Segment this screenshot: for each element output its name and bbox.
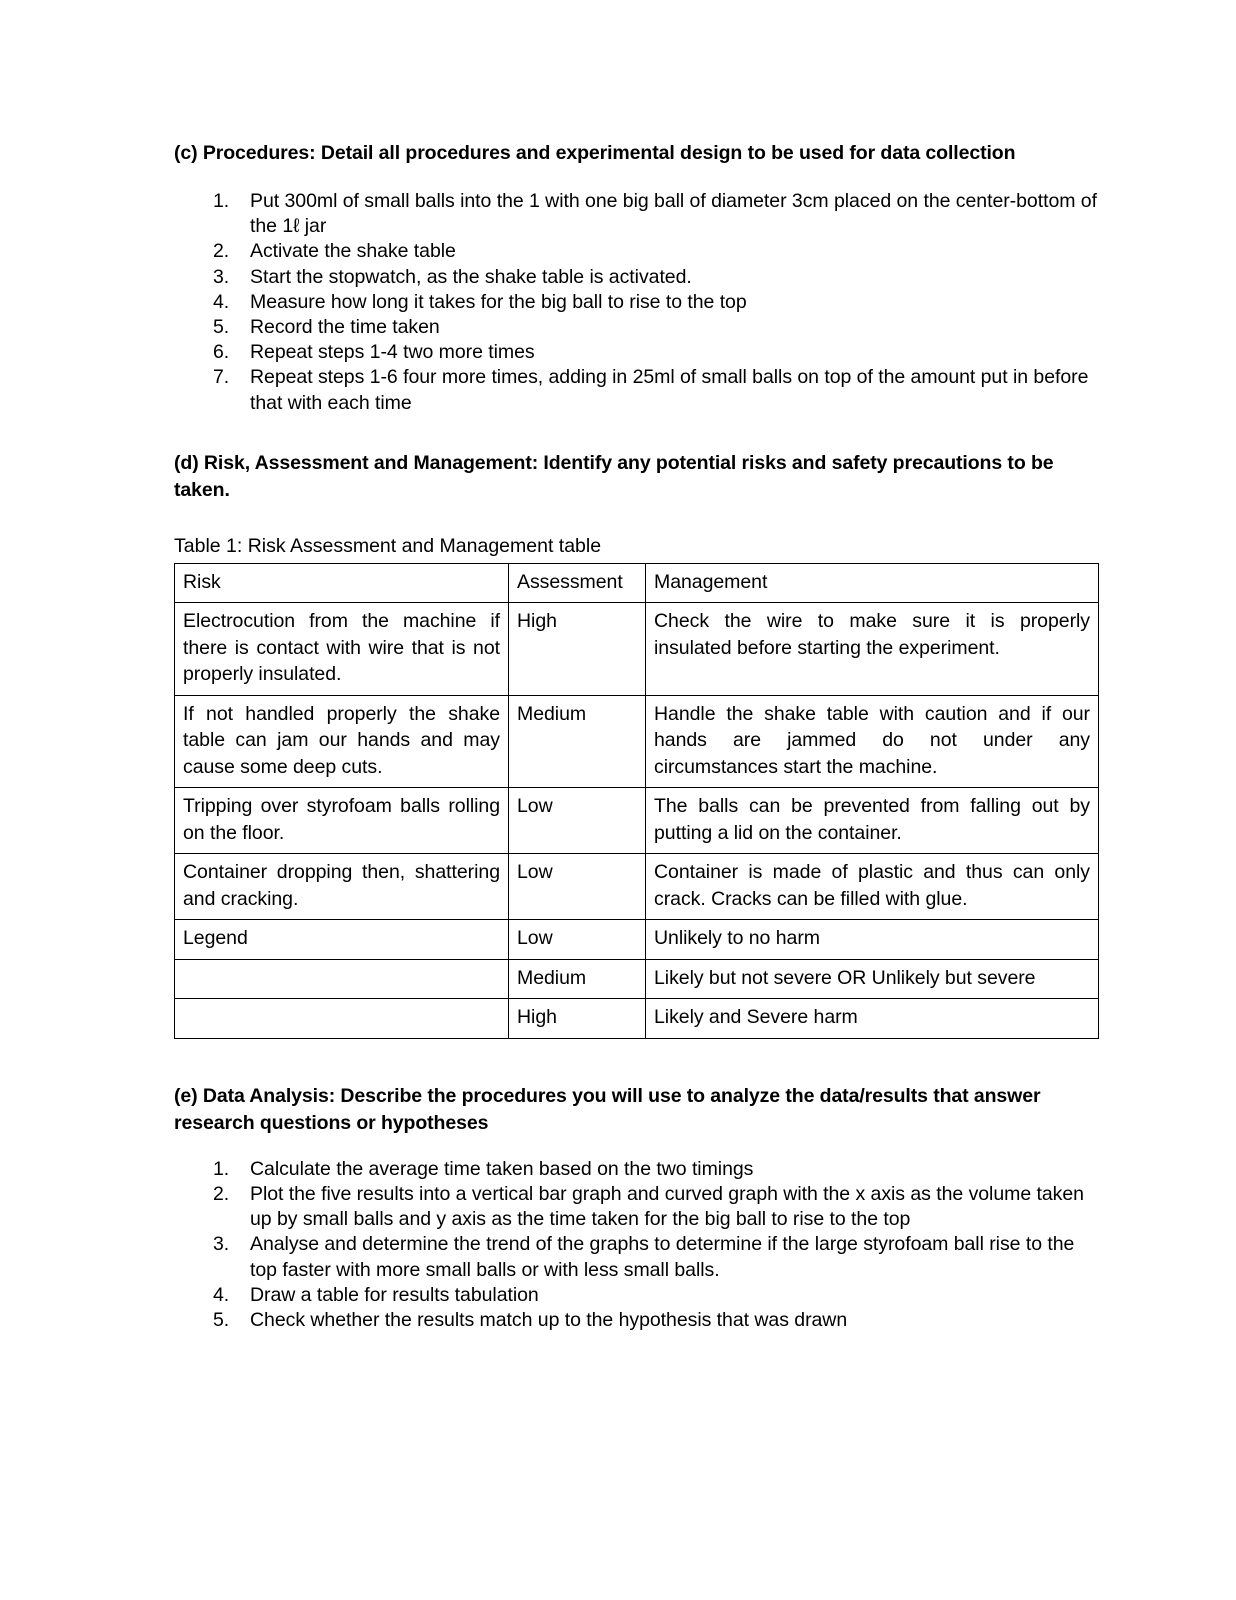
cell-assessment: High	[509, 603, 646, 696]
table-row	[175, 788, 1099, 854]
table-row	[175, 695, 1099, 788]
cell-risk: Tripping over styrofoam balls rolling on the floor.	[175, 788, 509, 854]
table-row-legend	[175, 999, 1099, 1039]
cell-management: Container is made of plastic and thus can only crack. Cracks can be filled with glue.	[646, 854, 1099, 920]
cell-management: The balls can be prevented from falling out by putting a lid on the container.	[646, 788, 1099, 854]
cell-legend-label: Legend	[175, 920, 509, 960]
list-item: Draw a table for results tabulation	[250, 1283, 539, 1306]
list-item: Plot the five results into a vertical bar graph and curved graph with the x axis as the volume taken up by small balls and y axis as the time taken for the big ball to rise to the top	[250, 1183, 1084, 1231]
cell-management: Likely but not severe OR Unlikely but severe	[646, 959, 1099, 999]
list-item: Start the stopwatch, as the shake table is activated.	[250, 265, 692, 288]
list-item: Record the time taken	[250, 316, 440, 339]
spacer	[174, 167, 1098, 189]
cell-risk: If not handled properly the shake table can jam our hands and may cause some deep cuts.	[175, 695, 509, 788]
risk-assessment-table	[174, 563, 1099, 1039]
section-data-analysis	[174, 1083, 1098, 1333]
cell-assessment: Low	[509, 920, 646, 960]
cell-assessment: Medium	[509, 959, 646, 999]
procedures-list	[174, 189, 1098, 416]
spacer	[174, 1039, 1098, 1083]
column-header-management: Management	[646, 563, 1099, 603]
column-header-risk: Risk	[175, 563, 509, 603]
cell-management: Unlikely to no harm	[646, 920, 1099, 960]
list-item: Measure how long it takes for the big ball to rise to the top	[250, 290, 747, 313]
spacer	[174, 1137, 1098, 1157]
cell-assessment: High	[509, 999, 646, 1039]
list-item: Calculate the average time taken based on the two timings	[250, 1157, 754, 1180]
cell-empty	[175, 999, 509, 1039]
table-row-legend	[175, 959, 1099, 999]
list-item: Check whether the results match up to the hypothesis that was drawn	[250, 1309, 848, 1332]
cell-management: Handle the shake table with caution and if our hands are jammed do not under any circumstances start the machine.	[646, 695, 1099, 788]
table-row-legend	[175, 920, 1099, 960]
section-risk-assessment	[174, 450, 1098, 1039]
cell-management: Likely and Severe harm	[646, 999, 1099, 1039]
table-row	[175, 603, 1099, 696]
list-item: Repeat steps 1-6 four more times, adding in 25ml of small balls on top of the amount put in before that with each time	[250, 366, 1089, 414]
column-header-assessment: Assessment	[509, 563, 646, 603]
cell-assessment: Low	[509, 788, 646, 854]
list-item: Repeat steps 1-4 two more times	[250, 341, 535, 364]
section-c-heading: (c) Procedures: Detail all procedures and experimental design to be used for data collection	[174, 142, 1016, 164]
section-e-heading: (e) Data Analysis: Describe the procedures you will use to analyze the data/results that answer research questions or hypotheses	[174, 1084, 1041, 1134]
list-item: Analyse and determine the trend of the graphs to determine if the large styrofoam ball rise to the top faster with more small balls or with less small balls.	[250, 1233, 1075, 1281]
data-analysis-list	[174, 1157, 1098, 1333]
cell-assessment: Low	[509, 854, 646, 920]
cell-assessment: Medium	[509, 695, 646, 788]
cell-empty	[175, 959, 509, 999]
spacer	[174, 504, 1098, 534]
section-procedures	[174, 140, 1098, 416]
table-header-row	[175, 563, 1099, 603]
section-d-heading: (d) Risk, Assessment and Management: Identify any potential risks and safety precautions to be taken.	[174, 451, 1054, 501]
table-caption: Table 1: Risk Assessment and Management table	[174, 534, 602, 557]
spacer	[174, 416, 1098, 450]
table-row	[175, 854, 1099, 920]
cell-risk: Electrocution from the machine if there is contact with wire that is not properly insulated.	[175, 603, 509, 696]
list-item: Put 300ml of small balls into the 1 with one big ball of diameter 3cm placed on the center-bottom of the 1ℓ jar	[250, 190, 1097, 238]
cell-management: Check the wire to make sure it is properly insulated before starting the experiment.	[646, 603, 1099, 696]
cell-risk: Container dropping then, shattering and cracking.	[175, 854, 509, 920]
list-item: Activate the shake table	[250, 240, 456, 263]
